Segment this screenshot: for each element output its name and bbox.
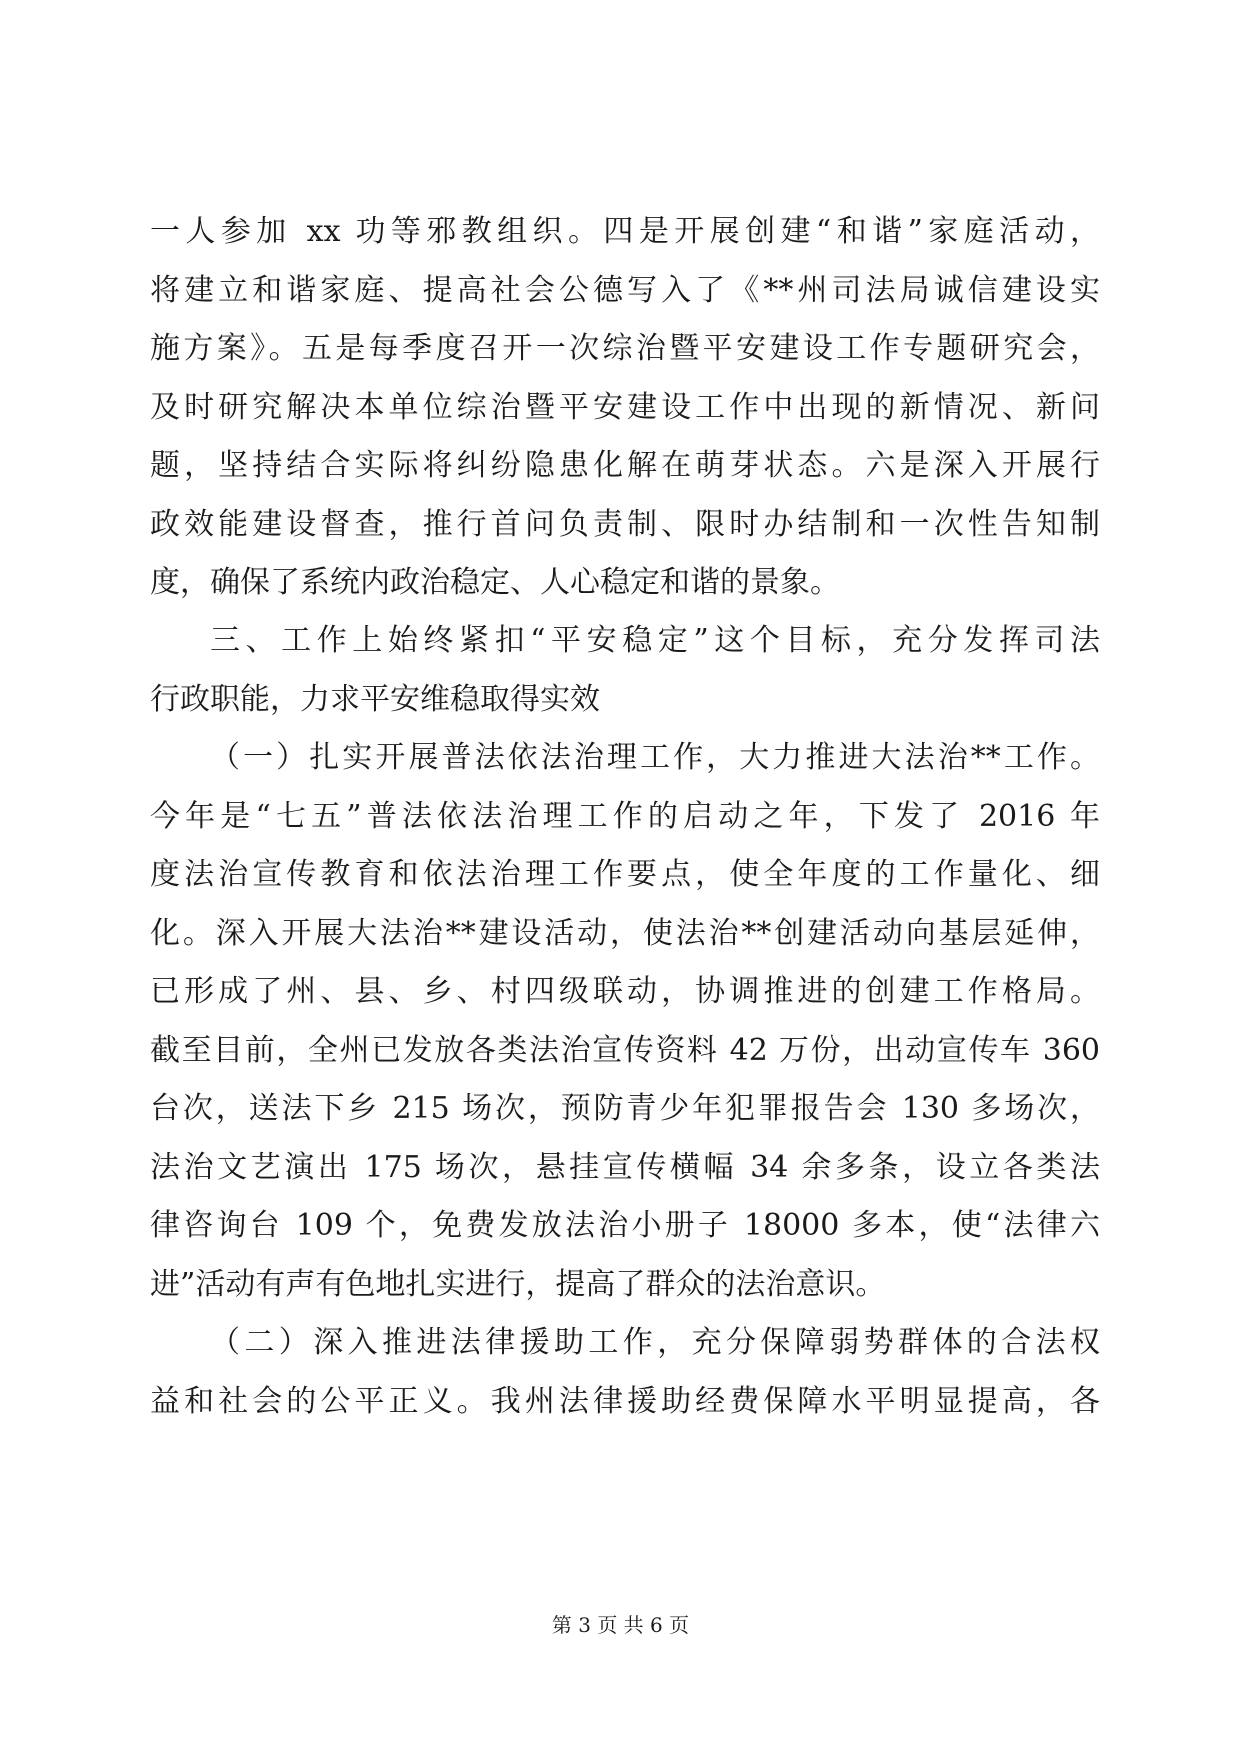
page-number-footer: 第 3 页 共 6 页 [551,1613,690,1637]
body-line: 政效能建设督查，推行首问负责制、限时办结制和一次性告知制 [150,507,1100,542]
body-line: 题，坚持结合实际将纠纷隐患化解在萌芽状态。六是深入开展行 [150,448,1100,483]
body-line: 益和社会的公平正义。我州法律援助经费保障水平明显提高，各 [150,1384,1100,1419]
body-line: 度，确保了系统内政治稳定、人心稳定和谐的景象。 [150,565,840,600]
body-line: 化。深入开展大法治**建设活动，使法治**创建活动向基层延伸， [150,916,1100,951]
body-line: 今年是“七五”普法依法治理工作的启动之年，下发了 2016 年 [150,799,1100,834]
section-heading: 三、工作上始终紧扣“平安稳定”这个目标，充分发挥司法 [210,623,1100,658]
body-line: 台次，送法下乡 215 场次，预防青少年犯罪报告会 130 多场次， [150,1091,1100,1126]
section-heading: 行政职能，力求平安维稳取得实效 [150,682,600,717]
body-line: 截至目前，全州已发放各类法治宣传资料 42 万份，出动宣传车 360 [150,1033,1100,1068]
subsection-heading: （二）深入推进法律援助工作，充分保障弱势群体的合法权 [210,1325,1100,1360]
body-line: 度法治宣传教育和依法治理工作要点，使全年度的工作量化、细 [150,857,1100,892]
body-line: 一人参加 xx 功等邪教组织。四是开展创建“和谐”家庭活动， [150,214,1100,249]
body-line: 已形成了州、县、乡、村四级联动，协调推进的创建工作格局。 [150,974,1100,1009]
body-line: 进”活动有声有色地扎实进行，提高了群众的法治意识。 [150,1267,886,1302]
body-line: 律咨询台 109 个，免费发放法治小册子 18000 多本，使“法律六 [150,1208,1100,1243]
body-line: 及时研究解决本单位综治暨平安建设工作中出现的新情况、新问 [150,390,1100,425]
body-line: 将建立和谐家庭、提高社会公德写入了《**州司法局诚信建设实 [150,273,1100,308]
body-line: 法治文艺演出 175 场次，悬挂宣传横幅 34 余多条，设立各类法 [150,1150,1100,1185]
body-line: 施方案》。五是每季度召开一次综治暨平安建设工作专题研究会， [150,331,1100,366]
subsection-heading: （一）扎实开展普法依法治理工作，大力推进大法治**工作。 [210,740,1100,775]
